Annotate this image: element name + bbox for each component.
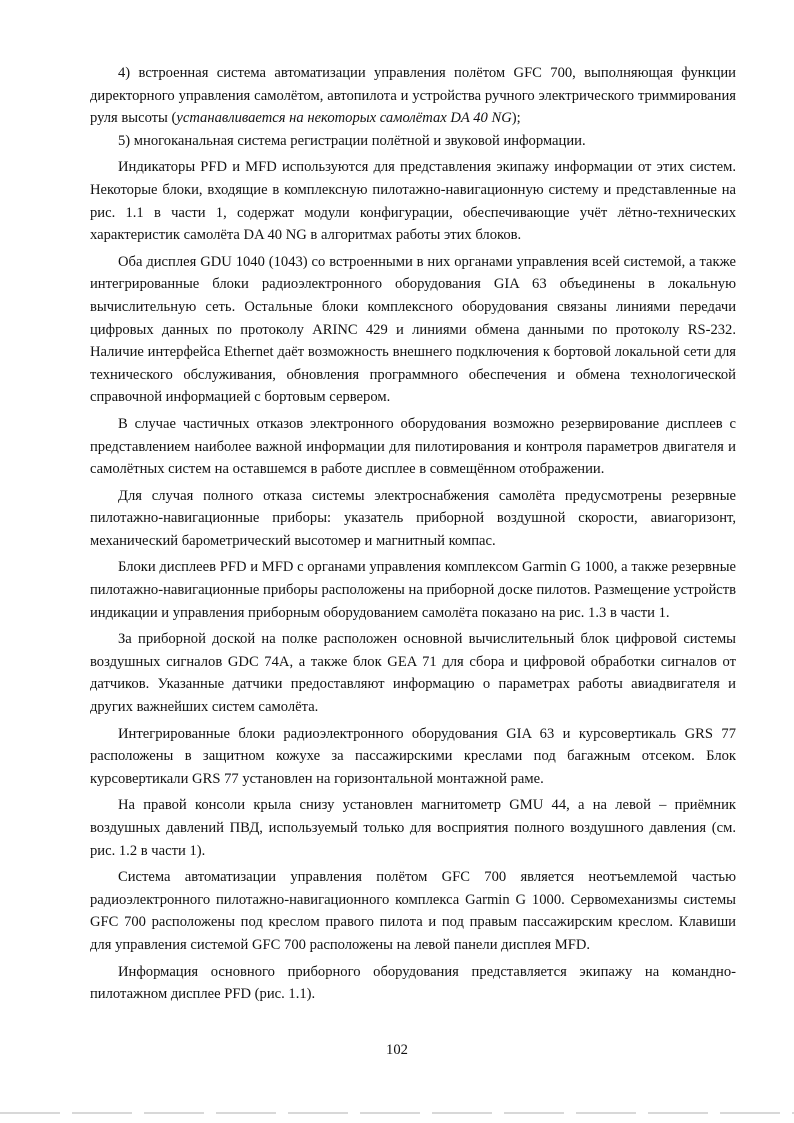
paragraph-displays-network: Оба дисплея GDU 1040 (1043) со встроенными в них органами управления всей системой, а также интегрированные блоки радиоэлектронного оборудования GIA 63 объединены в локальную вычислительную сеть. Остальные блоки комплексного оборудования связаны линиями передачи цифровых данных по протоколу ARINC 429 и линиями обмена данными по протоколу RS-232. Наличие интерфейса Ethernet даёт возможность внешнего подключения к бортовой локальной сети для технического обслуживания, обновления программного обеспечения и обмена технологической справочной информацией с бортовым сервером. [90,253,736,406]
paragraph-partial-failure: В случае частичных отказов электронного оборудования возможно резервирование дисплеев с представлением наиболее важной информации для пилотирования и контроля параметров двигателя и самолётных систем на оставшемся в работе дисплее в совмещённом отображении. [90,415,736,478]
italic-note: устанавливается на некоторых самолётах DA 40 NG [176,110,512,127]
paragraph-item-4 [90,62,736,130]
paragraph-item-5: 5) многоканальная система регистрации полётной и звуковой информации. [118,132,586,149]
paragraph-integrated-units: Интегрированные блоки радиоэлектронного оборудования GIA 63 и курсовертикаль GRS 77 расположены в защитном кожухе за пассажирскими креслами под багажным отсеком. Блок курсовертикали GRS 77 установлен на горизонтальной монтажной раме. [90,725,736,787]
paragraph-text: 4) встроенная система автоматизации управления полётом GFC 700, выполняющая функции директорного управления самолётом, автопилота и устройства ручного электрического триммирования руля высоты ( [90,65,736,127]
paragraph-air-data: За приборной доской на полке расположен основной вычислительный блок цифровой системы воздушных сигналов GDC 74A, а также блок GEA 71 для сбора и цифровой обработки сигналов от датчиков. Указанные датчики предоставляют информацию о параметрах работы авиадвигателя и других важнейших систем самолёта. [90,631,736,716]
paragraph-power-failure: Для случая полного отказа системы электроснабжения самолёта предусмотрены резервные пилотажно-навигационные приборы: указатель приборной воздушной скорости, авиагоризонт, механический барометрический высотомер и магнитный компас. [90,487,736,549]
paragraph-autopilot: Система автоматизации управления полётом GFC 700 является неотъемлемой частью радиоэлектронного пилотажно-навигационного комплекса Garmin G 1000. Сервомеханизмы системы GFC 700 расположены под креслом правого пилота и под правым пассажирским креслом. Клавиши для управления системой GFC 700 расположены на левой панели дисплея MFD. [90,869,736,953]
page-body [90,62,736,1006]
scan-edge-divider [0,1112,794,1114]
paragraph-display-units: Блоки дисплеев PFD и MFD с органами управления комплексом Garmin G 1000, а также резервные пилотажно-навигационные приборы расположены на приборной доске пилотов. Размещение устройств индикации и управления приборным оборудованием самолёта показано на рис. 1.3 в части 1. [90,559,736,621]
paragraph-text-end: ); [511,110,521,127]
paragraph-magnetometer: На правой консоли крыла снизу установлен магнитометр GMU 44, а на левой – приёмник воздушных давлений ПВД, используемый только для восприятия полного воздушного давления (см. рис. 1.2 в части 1). [90,797,736,859]
page-number: 102 [386,1042,408,1058]
paragraph-indicators: Индикаторы PFD и MFD используются для представления экипажу информации от этих систем. Некоторые блоки, входящие в комплексную пилотажно-навигационную систему и представленные на рис. 1.1 в части 1, содержат модули конфигурации, обеспечивающие учёт лётно-технических характеристик самолёта DA 40 NG в алгоритмах работы этих блоков. [90,159,736,244]
paragraph-pfd-info: Информация основного приборного оборудования представляется экипажу на командно-пилотажном дисплее PFD (рис. 1.1). [90,963,736,1003]
